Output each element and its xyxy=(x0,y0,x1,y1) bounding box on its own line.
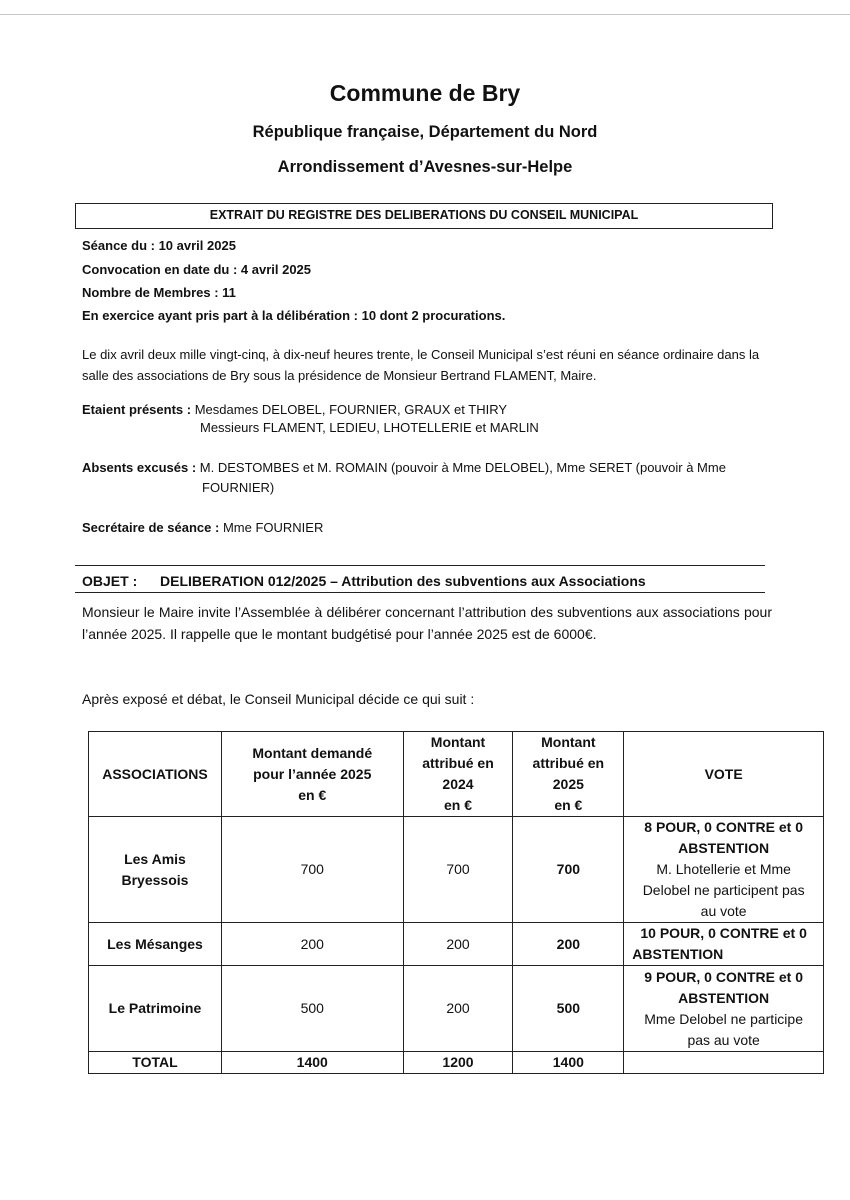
document-subtitle-region: République française, Département du Nord xyxy=(252,123,598,141)
table-row xyxy=(89,817,824,923)
cell-total-label: TOTAL xyxy=(89,1052,222,1074)
table-row xyxy=(89,923,824,966)
cell-total-2025: 1400 xyxy=(513,1052,624,1074)
subventions-table xyxy=(88,731,824,1074)
header-associations: ASSOCIATIONS xyxy=(89,732,222,817)
body-paragraph-2: Après exposé et débat, le Conseil Municipal décide ce qui suit : xyxy=(82,691,475,707)
cell-association: Les Amis Bryessois xyxy=(89,817,222,923)
objet-line xyxy=(82,573,646,589)
intro-paragraph: Le dix avril deux mille vingt-cinq, à dix-neuf heures trente, le Conseil Municipal s’est réuni en séance ordinaire dans la salle des associations de Bry sous la présidence de Monsieur Bertrand FLAMENT, Maire. xyxy=(82,347,760,383)
table-row xyxy=(89,966,824,1052)
members-count: Nombre de Membres : 11 xyxy=(82,285,236,300)
scan-edge-line xyxy=(0,14,850,15)
objet-value: DELIBERATION 012/2025 – Attribution des subventions aux Associations xyxy=(160,573,646,589)
presents-women: Mesdames DELOBEL, FOURNIER, GRAUX et THIRY xyxy=(194,402,508,417)
seance-date: Séance du : 10 avril 2025 xyxy=(82,238,236,253)
presents-men: Messieurs FLAMENT, LEDIEU, LHOTELLERIE et MARLIN xyxy=(200,420,539,435)
secretaire-value: Mme FOURNIER xyxy=(222,520,324,535)
absents-line-1 xyxy=(82,457,726,478)
secretaire-label: Secrétaire de séance : xyxy=(82,520,220,535)
cell-2024: 700 xyxy=(403,817,513,923)
presents-label: Etaient présents : xyxy=(82,402,192,417)
cell-total-demande: 1400 xyxy=(221,1052,403,1074)
document-subtitle-arrondissement: Arrondissement d’Avesnes-sur-Helpe xyxy=(277,158,573,176)
header-vote: VOTE xyxy=(624,732,824,817)
objet-top-rule xyxy=(75,565,765,566)
cell-association: Les Mésanges xyxy=(89,923,222,966)
header-montant-2024: Montant attribué en 2024 en € xyxy=(403,732,513,817)
absents-label: Absents excusés : xyxy=(82,460,197,475)
absents-names-cont: FOURNIER) xyxy=(202,480,275,495)
cell-2024: 200 xyxy=(403,966,513,1052)
cell-total-vote xyxy=(624,1052,824,1074)
header-montant-2025: Montant attribué en 2025 en € xyxy=(513,732,624,817)
objet-label: OBJET : xyxy=(82,573,138,589)
secretaire-line xyxy=(82,517,323,538)
body-paragraph-1: Monsieur le Maire invite l’Assemblée à délibérer concernant l’attribution des subventions aux associations pour l’année 2025. Il rappelle que le montant budgétisé pour l’année 2025 est de 6000€. xyxy=(82,604,772,642)
cell-total-2024: 1200 xyxy=(403,1052,513,1074)
cell-demande: 200 xyxy=(221,923,403,966)
header-montant-demande: Montant demandé pour l’année 2025 en € xyxy=(221,732,403,817)
register-banner: EXTRAIT DU REGISTRE DES DELIBERATIONS DU CONSEIL MUNICIPAL xyxy=(75,203,773,229)
cell-demande: 500 xyxy=(221,966,403,1052)
document-title: Commune de Bry xyxy=(329,80,521,106)
table-header-row xyxy=(89,732,824,817)
presents-line-1 xyxy=(82,399,507,420)
members-voting: En exercice ayant pris part à la délibération : 10 dont 2 procurations. xyxy=(82,308,506,323)
cell-vote: 9 POUR, 0 CONTRE et 0 ABSTENTION Mme Delobel ne participe pas au vote xyxy=(624,966,824,1052)
objet-bottom-rule xyxy=(75,592,765,593)
cell-2025: 500 xyxy=(513,966,624,1052)
cell-vote: 8 POUR, 0 CONTRE et 0 ABSTENTION M. Lhotellerie et Mme Delobel ne participent pas au vote xyxy=(624,817,824,923)
cell-vote: 10 POUR, 0 CONTRE et 0 ABSTENTION xyxy=(624,923,824,966)
cell-2025: 700 xyxy=(513,817,624,923)
convocation-date: Convocation en date du : 4 avril 2025 xyxy=(82,262,312,277)
table-total-row xyxy=(89,1052,824,1074)
cell-2024: 200 xyxy=(403,923,513,966)
cell-demande: 700 xyxy=(221,817,403,923)
cell-2025: 200 xyxy=(513,923,624,966)
absents-names: M. DESTOMBES et M. ROMAIN (pouvoir à Mme DELOBEL), Mme SERET (pouvoir à Mme xyxy=(199,460,726,475)
cell-association: Le Patrimoine xyxy=(89,966,222,1052)
